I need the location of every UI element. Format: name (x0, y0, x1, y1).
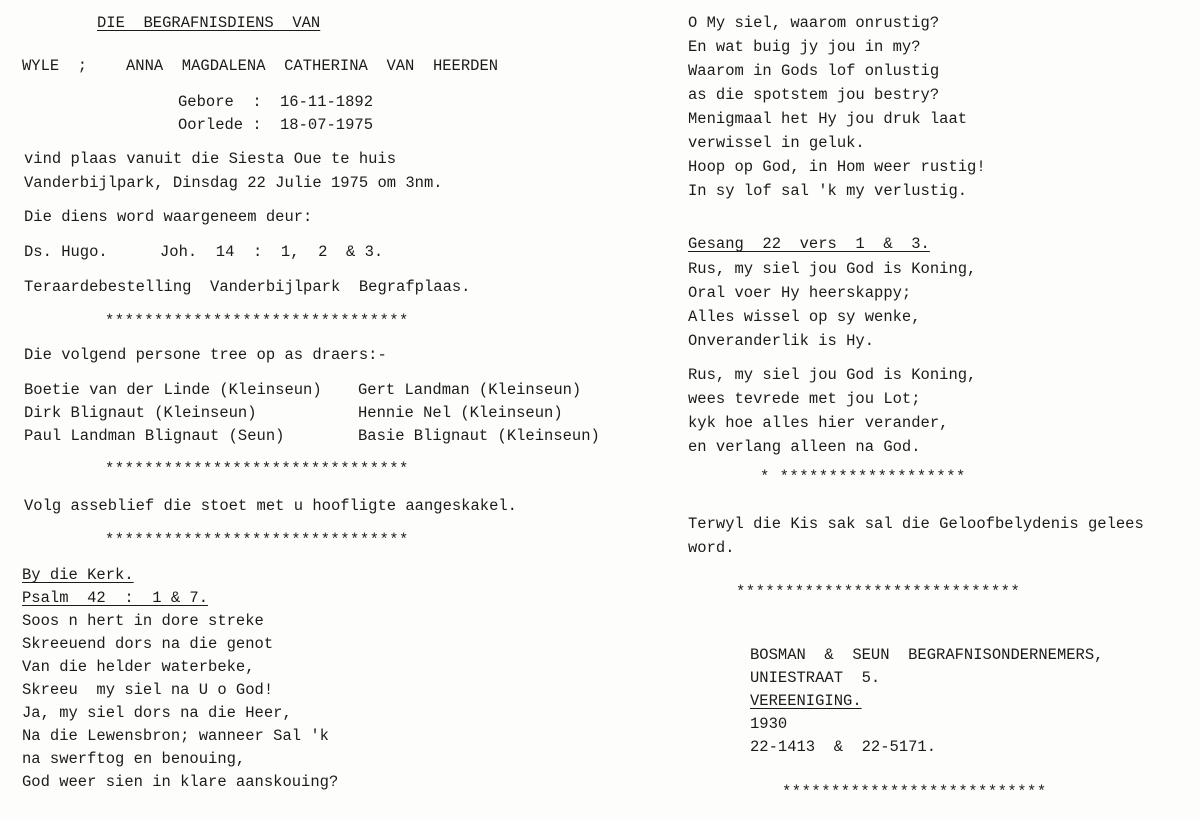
bearer-name: Dirk Blignaut (Kleinseun) (24, 404, 257, 422)
psalm-line: Na die Lewensbron; wanneer Sal 'k (22, 727, 329, 745)
bearer-name: Paul Landman Blignaut (Seun) (24, 427, 285, 445)
deceased-prefix: WYLE ; (22, 57, 88, 75)
gesang-line: Rus, my siel jou God is Koning, (688, 366, 977, 384)
burial-place: Teraardebestelling Vanderbijlpark Begrafplaas. (24, 278, 471, 296)
bearer-name: Boetie van der Linde (Kleinseun) (24, 381, 322, 399)
star-divider: * ******************* (760, 468, 966, 486)
venue-line-2: Vanderbijlpark, Dinsdag 22 Julie 1975 om 3nm. (24, 174, 443, 192)
gesang-line: Onveranderlik is Hy. (688, 332, 875, 350)
bearers-intro: Die volgend persone tree op as draers:- (24, 346, 387, 364)
gesang-heading: Gesang 22 vers 1 & 3. (688, 235, 930, 253)
gesang-line: Alles wissel op sy wenke, (688, 308, 921, 326)
verse-line: Menigmaal het Hy jou druk laat (688, 110, 968, 128)
verse-line: Waarom in Gods lof onlustig (688, 62, 940, 80)
psalm-line: na swerftog en benouing, (22, 750, 246, 768)
psalm-heading: Psalm 42 : 1 & 7. (22, 589, 209, 607)
verse-line: En wat buig jy jou in my? (688, 38, 921, 56)
born-date: 16-11-1892 (280, 93, 374, 111)
gesang-line: Oral voer Hy heerskappy; (688, 284, 912, 302)
church-heading: By die Kerk. (22, 566, 134, 584)
died-label: Oorlede : (178, 116, 262, 134)
psalm-line: Soos n hert in dore streke (22, 612, 264, 630)
right-page (600, 0, 1200, 819)
verse-line: Hoop op God, in Hom weer rustig! (688, 158, 986, 176)
verse-line: verwissel in geluk. (688, 134, 865, 152)
gesang-line: wees tevrede met jou Lot; (688, 390, 921, 408)
gesang-line: en verlang alleen na God. (688, 438, 921, 456)
officiant-intro: Die diens word waargeneem deur: (24, 208, 313, 226)
psalm-line: Van die helder waterbeke, (22, 658, 255, 676)
undertaker-street: UNIESTRAAT 5. (750, 669, 881, 687)
undertaker-name: BOSMAN & SEUN BEGRAFNISONDERNEMERS, (750, 646, 1104, 664)
undertaker-town: VEREENIGING. (750, 692, 862, 710)
officiant-scripture: Joh. 14 : 1, 2 & 3. (160, 243, 384, 261)
star-divider: ******************************* (105, 460, 409, 478)
star-divider: *************************** (782, 783, 1047, 801)
creed-notice-line-2: word. (688, 539, 735, 557)
star-divider: ***************************** (736, 583, 1021, 601)
psalm-line: Skreeuend dors na die genot (22, 635, 274, 653)
gesang-line: kyk hoe alles hier verander, (688, 414, 949, 432)
psalm-line: Ja, my siel dors na die Heer, (22, 704, 292, 722)
bearer-name: Basie Blignaut (Kleinseun) (358, 427, 600, 445)
verse-line: In sy lof sal 'k my verlustig. (688, 182, 968, 200)
officiant-name: Ds. Hugo. (24, 243, 108, 261)
venue-line-1: vind plaas vanuit die Siesta Oue te huis (24, 150, 397, 168)
born-label: Gebore : (178, 93, 262, 111)
verse-line: O My siel, waarom onrustig? (688, 14, 940, 32)
star-divider: ******************************* (105, 312, 409, 330)
deceased-name: ANNA MAGDALENA CATHERINA VAN HEERDEN (126, 57, 499, 75)
died-date: 18-07-1975 (280, 116, 374, 134)
creed-notice-line-1: Terwyl die Kis sak sal die Geloofbelydenis gelees (688, 515, 1144, 533)
undertaker-postcode: 1930 (750, 715, 788, 733)
service-heading: DIE BEGRAFNISDIENS VAN (97, 14, 321, 32)
bearer-name: Gert Landman (Kleinseun) (358, 381, 582, 399)
gesang-line: Rus, my siel jou God is Koning, (688, 260, 977, 278)
bearer-name: Hennie Nel (Kleinseun) (358, 404, 563, 422)
star-divider: ******************************* (105, 531, 409, 549)
verse-line: as die spotstem jou bestry? (688, 86, 940, 104)
psalm-line: God weer sien in klare aanskouing? (22, 773, 339, 791)
psalm-line: Skreeu my siel na U o God! (22, 681, 274, 699)
headlights-notice: Volg asseblief die stoet met u hoofligte aangeskakel. (24, 497, 517, 515)
undertaker-phone: 22-1413 & 22-5171. (750, 738, 937, 756)
